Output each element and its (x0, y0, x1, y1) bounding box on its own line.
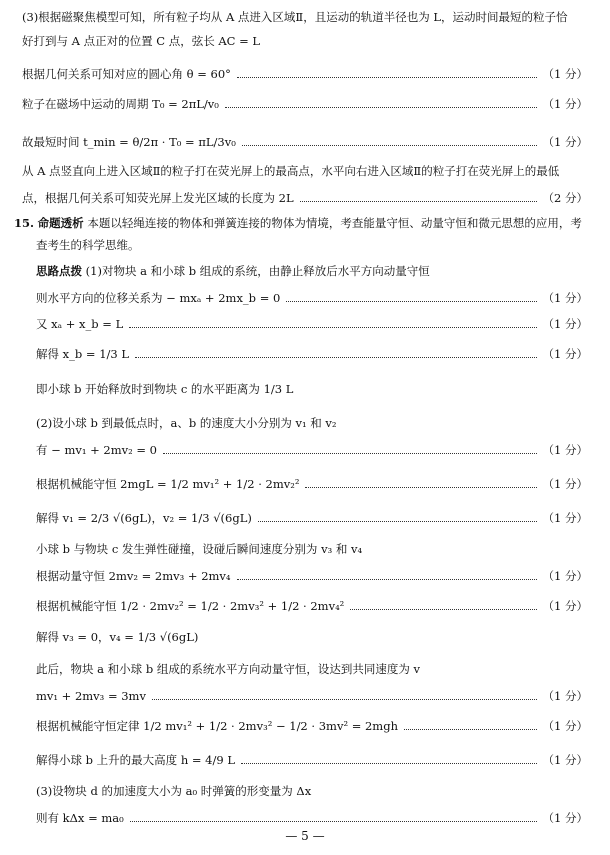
score-label: （1 分） (542, 689, 588, 703)
text-line: 解得小球 b 上升的最大高度 h = 4/9 L (36, 753, 235, 767)
leader-dots (225, 107, 537, 108)
score-label: （1 分） (542, 443, 588, 457)
score-label: （1 分） (542, 811, 588, 825)
leader-dots (241, 763, 537, 764)
paragraph-line (22, 160, 588, 182)
score-label: （1 分） (542, 97, 588, 111)
score-label: （1 分） (542, 317, 588, 331)
paragraph-line (36, 780, 588, 802)
paragraph-line (36, 234, 588, 256)
paragraph-line (36, 378, 588, 400)
scored-line (22, 134, 588, 150)
score-label: （1 分） (542, 135, 588, 149)
text-line: 解得 v₁ = 2/3 √(6gL)，v₂ = 1/3 √(6gL) (36, 511, 252, 525)
score-label: （1 分） (542, 347, 588, 361)
text-line: (3)设物块 d 的加速度大小为 a₀ 时弹簧的形变量为 Δx (36, 784, 312, 798)
text-line: 则有 kΔx = ma₀ (36, 811, 124, 825)
question-number: 15. (14, 216, 35, 230)
text-line: 根据机械能守恒 2mgL = 1/2 mv₁² + 1/2 · 2mv₂² (36, 477, 300, 491)
scored-line (36, 476, 588, 492)
leader-dots (135, 357, 537, 358)
text-line: 点，根据几何关系可知荧光屏上发光区域的长度为 2L (22, 191, 294, 205)
text-line: 根据机械能守恒定律 1/2 mv₁² + 1/2 · 2mv₃² − 1/2 · 3mv² = 2mgh (36, 719, 398, 733)
score-label: （1 分） (542, 291, 588, 305)
text-line: 根据几何关系可知对应的圆心角 θ = 60° (22, 67, 231, 81)
score-label: （1 分） (542, 719, 588, 733)
text-line: (1)对物块 a 和小球 b 组成的系统，由静止释放后水平方向动量守恒 (82, 264, 430, 278)
text-line: 则水平方向的位移关系为 − mxₐ + 2mx_b = 0 (36, 291, 281, 305)
score-label: （1 分） (542, 511, 588, 525)
leader-dots (152, 699, 537, 700)
scored-line (22, 96, 588, 112)
scored-line (22, 66, 588, 82)
score-label: （1 分） (542, 599, 588, 613)
text-line: 即小球 b 开始释放时到物块 c 的水平距离为 1/3 L (36, 382, 294, 396)
leader-dots (242, 145, 537, 146)
text-line: mv₁ + 2mv₃ = 3mv (36, 689, 146, 703)
paragraph-line (22, 30, 588, 52)
paragraph-line (36, 658, 588, 680)
text-line: 解得 v₃ = 0，v₄ = 1/3 √(6gL) (36, 630, 199, 644)
paragraph-line (22, 6, 588, 28)
leader-dots (404, 729, 537, 730)
text-line: 查考生的科学思维。 (36, 238, 140, 252)
text-line: 根据机械能守恒 1/2 · 2mv₂² = 1/2 · 2mv₃² + 1/2 · 2mv₄² (36, 599, 345, 613)
leader-dots (237, 77, 537, 78)
paragraph-line (36, 538, 588, 560)
score-label: （1 分） (542, 753, 588, 767)
scored-line (36, 442, 588, 458)
question-15-header (14, 212, 588, 234)
section-title: 思路点拨 (36, 264, 82, 278)
text-line: 根据动量守恒 2mv₂ = 2mv₃ + 2mv₄ (36, 569, 231, 583)
score-label: （1 分） (542, 569, 588, 583)
text-line: 又 xₐ + x_b = L (36, 317, 124, 331)
score-label: （1 分） (542, 67, 588, 81)
text-line: 有 − mv₁ + 2mv₂ = 0 (36, 443, 157, 457)
text-line: 好打到与 A 点正对的位置 C 点，弦长 AC = L (22, 34, 261, 48)
score-label: （2 分） (542, 191, 588, 205)
page-number: — 5 — (285, 829, 325, 843)
text-line: 解得 x_b = 1/3 L (36, 347, 129, 361)
scored-line (36, 688, 588, 704)
scored-line (22, 190, 588, 206)
text-line: 粒子在磁场中运动的周期 T₀ = 2πL/v₀ (22, 97, 219, 111)
text-line: 本题以轻绳连接的物体和弹簧连接的物体为情境，考查能量守恒、动量守恒和微元思想的应用，考 (83, 216, 582, 230)
paragraph-line (36, 626, 588, 648)
scored-line (36, 718, 588, 734)
text-line: (3)根据磁聚焦模型可知，所有粒子均从 A 点进入区域Ⅱ，且运动的轨道半径也为 L，运动时间最短的粒子恰 (22, 10, 568, 24)
leader-dots (286, 301, 536, 302)
paragraph-line (36, 412, 588, 434)
text-line: 小球 b 与物块 c 发生弹性碰撞，设碰后瞬间速度分别为 v₃ 和 v₄ (36, 542, 363, 556)
leader-dots (130, 821, 537, 822)
score-label: （1 分） (542, 477, 588, 491)
scored-line (36, 810, 588, 826)
scored-line (36, 346, 588, 362)
scored-line (36, 752, 588, 768)
scored-line (36, 316, 588, 332)
leader-dots (305, 487, 536, 488)
leader-dots (350, 609, 536, 610)
scored-line (36, 510, 588, 526)
section-title: 命题透析 (37, 216, 84, 230)
leader-dots (300, 201, 537, 202)
leader-dots (163, 453, 537, 454)
hint-header (36, 260, 588, 282)
text-line: 从 A 点竖直向上进入区域Ⅱ的粒子打在荧光屏上的最高点，水平向右进入区域Ⅱ的粒子打在荧光屏上的最低 (22, 164, 560, 178)
scored-line (36, 568, 588, 584)
text-line: 故最短时间 t_min = θ/2π · T₀ = πL/3v₀ (22, 135, 236, 149)
leader-dots (258, 521, 537, 522)
text-line: 此后，物块 a 和小球 b 组成的系统水平方向动量守恒，设达到共同速度为 v (36, 662, 420, 676)
scored-line (36, 290, 588, 306)
text-line: (2)设小球 b 到最低点时，a、b 的速度大小分别为 v₁ 和 v₂ (36, 416, 337, 430)
scored-line (36, 598, 588, 614)
leader-dots (237, 579, 537, 580)
leader-dots (129, 327, 536, 328)
